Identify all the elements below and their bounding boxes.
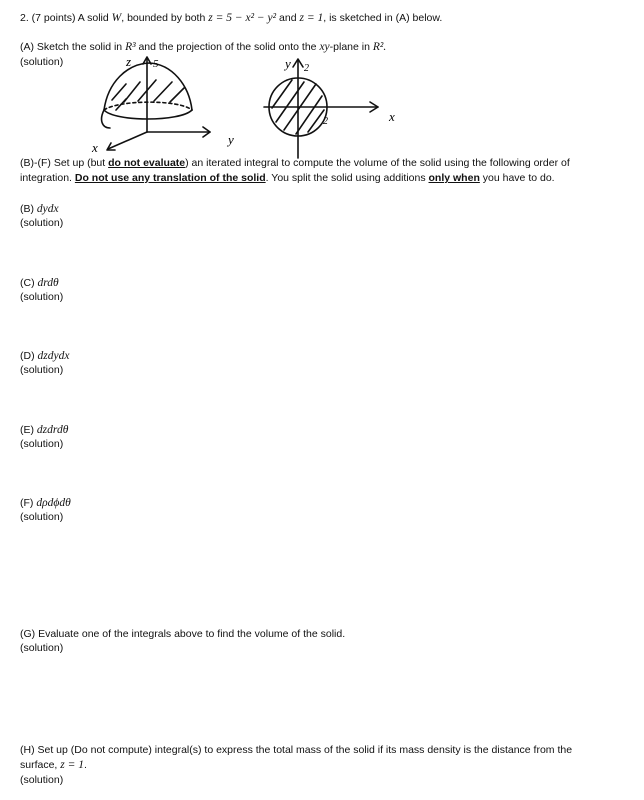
- header-and: and: [279, 12, 297, 24]
- plane-equation: z = 1: [299, 12, 324, 24]
- instr-emphasis-3: only when: [428, 172, 480, 184]
- hatch-4: [154, 82, 172, 101]
- part-e-order: dzdrdθ: [36, 424, 69, 436]
- part-c-label: (C) drdθ: [20, 277, 59, 289]
- part-d-solution: (solution): [20, 364, 64, 376]
- proj-tick-2-top: 2: [304, 63, 309, 74]
- paraboloid-cap: [104, 63, 192, 110]
- part-b-order: dydx: [36, 203, 59, 215]
- part-g-solution: (solution): [20, 642, 64, 654]
- part-g-prompt: (G) Evaluate one of the integrals above to find the volume of the solid.: [20, 628, 346, 640]
- proj-y-label: y: [285, 56, 291, 71]
- sketch-z-label: z: [126, 54, 132, 69]
- solid-symbol: W: [111, 12, 122, 24]
- hatch-5: [170, 88, 184, 102]
- proj-tick-2-right: 2: [323, 116, 328, 127]
- instr-emphasis-1: do not evaluate: [108, 157, 186, 169]
- part-d-label: (D) dzdydx: [20, 350, 70, 362]
- instructions: [20, 156, 610, 186]
- sketch-tick-5: 5: [153, 58, 159, 70]
- part-d-order: dzdydx: [37, 350, 70, 362]
- part-f-label: (F) dρdϕdθ: [20, 497, 71, 509]
- part-a-mid: and the projection of the solid onto the: [138, 41, 317, 53]
- header-suffix: , is sketched in (A) below.: [323, 12, 443, 24]
- instr-text-2: ) an iterated integral to compute the volume of the solid using the following order of integration.: [20, 157, 570, 184]
- instr-text-3: . You split the solid using additions: [265, 172, 426, 184]
- instr-text-1: (B)-(F) Set up (but: [20, 157, 106, 169]
- part-e-solution: (solution): [20, 438, 64, 450]
- instr-emphasis-2: Do not use any translation of the solid: [74, 172, 266, 184]
- part-f-order: dρdϕdθ: [36, 497, 71, 509]
- part-a-lead: (A) Sketch the solid in: [20, 41, 123, 53]
- hatch-1: [112, 84, 126, 100]
- x-axis-line: [108, 132, 147, 149]
- xy-symbol: xy: [319, 41, 330, 53]
- header-prefix: 2. (7 points) A solid: [20, 12, 109, 24]
- r3-symbol: R³: [125, 41, 136, 53]
- part-c-order: drdθ: [37, 277, 59, 289]
- instr-text-4: you have to do.: [482, 172, 555, 184]
- cap-base-front: [104, 110, 192, 119]
- part-h-equation: z = 1: [60, 759, 85, 771]
- part-b-solution: (solution): [20, 217, 64, 229]
- part-h-prompt: (H) Set up (Do not compute) integral(s) to express the total mass of the solid if its mass density is the distance from the surface, z = 1.: [20, 744, 573, 771]
- proj-hatch-1: [276, 82, 304, 122]
- sketch-y-label: y: [228, 132, 234, 147]
- r2-symbol: R².: [372, 41, 387, 53]
- sketch-x-label: x: [92, 140, 98, 155]
- part-h-solution: (solution): [20, 774, 64, 786]
- part-a-solution: (solution): [20, 56, 64, 68]
- part-e-label: (E) dzdrdθ: [20, 424, 69, 436]
- part-f-solution: (solution): [20, 511, 64, 523]
- part-h-text: (H) Set up (Do not compute) integral(s) to express the total mass of the solid if its mass density is the distance from the surface,: [20, 744, 573, 771]
- proj-x-label: x: [389, 109, 395, 124]
- part-c-solution: (solution): [20, 291, 64, 303]
- part-b-label: (B) dydx: [20, 203, 59, 215]
- header-mid: , bounded by both: [121, 12, 206, 24]
- part-a-mid2: -plane in: [329, 41, 370, 53]
- surface-equation: z = 5 − x² − y²: [208, 12, 277, 24]
